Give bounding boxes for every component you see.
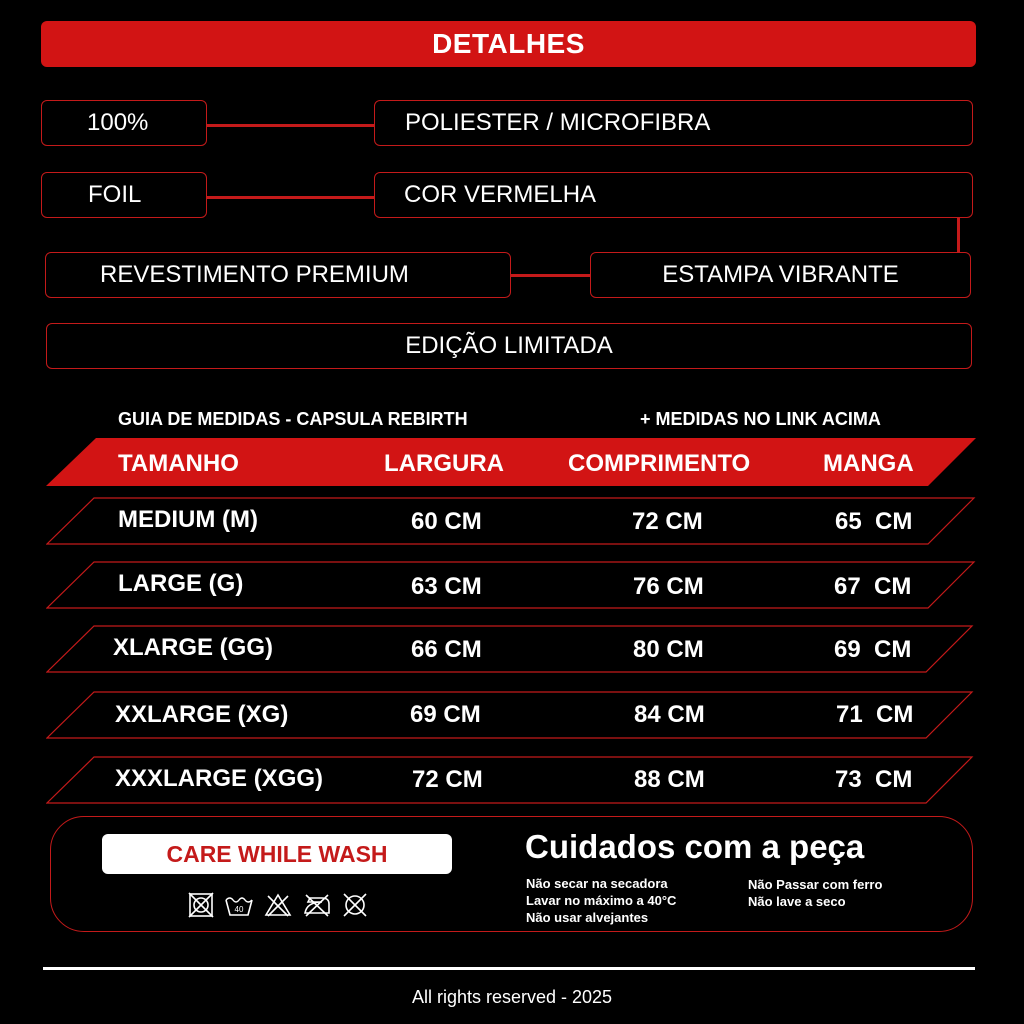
coating-label: REVESTIMENTO PREMIUM — [100, 261, 409, 288]
foil-box — [41, 172, 207, 218]
no-tumble-dry-icon — [188, 892, 214, 918]
sleeve-cell: 71 CM — [836, 701, 914, 728]
no-bleach-icon — [264, 892, 292, 918]
list-item: Não lave a seco — [748, 894, 846, 909]
length-cell: 80 CM — [633, 636, 704, 663]
size-cell: XXXLARGE (XGG) — [115, 765, 324, 792]
care-button-label: CARE WHILE WASH — [166, 840, 388, 867]
column-header-width: LARGURA — [384, 450, 504, 477]
column-header-size: TAMANHO — [118, 450, 239, 477]
care-list-left — [526, 875, 676, 926]
size-cell: XXLARGE (XG) — [115, 701, 289, 728]
material-box — [374, 100, 973, 146]
table-header — [46, 438, 976, 486]
percent-label: 100% — [87, 109, 149, 136]
no-dry-clean-icon — [342, 892, 368, 918]
size-cell: LARGE (G) — [118, 570, 244, 597]
connector-line — [207, 124, 375, 127]
sleeve-cell: 65 CM — [835, 508, 913, 535]
care-title: Cuidados com a peça — [525, 828, 865, 865]
edition-label: EDIÇÃO LIMITADA — [405, 332, 613, 359]
footer-divider — [43, 967, 975, 970]
table-row — [46, 561, 976, 609]
page-title: DETALHES — [432, 28, 585, 59]
material-label: POLIESTER / MICROFIBRA — [405, 109, 711, 136]
table-row — [46, 756, 976, 804]
link-note: + MEDIDAS NO LINK ACIMA — [640, 409, 881, 429]
connector-line-vertical — [957, 218, 960, 252]
care-list-right — [748, 876, 882, 910]
footer-copyright: All rights reserved - 2025 — [411, 987, 613, 1007]
length-cell: 88 CM — [634, 766, 705, 793]
length-cell: 84 CM — [634, 701, 705, 728]
connector-line — [511, 274, 591, 277]
color-label: COR VERMELHA — [404, 181, 597, 208]
size-cell: XLARGE (GG) — [113, 634, 273, 661]
size-cell: MEDIUM (M) — [118, 506, 258, 533]
table-row — [46, 497, 976, 545]
percent-box — [41, 100, 207, 146]
list-item: Lavar no máximo a 40°C — [526, 893, 677, 908]
header-title-bar — [41, 21, 976, 67]
color-box — [374, 172, 973, 218]
sleeve-cell: 69 CM — [834, 636, 912, 663]
length-cell: 72 CM — [632, 508, 703, 535]
size-guide-title: GUIA DE MEDIDAS - CAPSULA REBIRTH — [118, 409, 468, 429]
width-cell: 63 CM — [411, 573, 482, 600]
wash-40-icon — [224, 892, 254, 918]
print-label: ESTAMPA VIBRANTE — [662, 261, 899, 288]
width-cell: 66 CM — [411, 636, 482, 663]
wash-temp-text: 40 — [234, 905, 244, 914]
edition-box — [46, 323, 972, 369]
column-header-length: COMPRIMENTO — [568, 450, 751, 477]
list-item: Não secar na secadora — [526, 876, 668, 891]
width-cell: 69 CM — [410, 701, 481, 728]
column-header-sleeve: MANGA — [823, 450, 914, 477]
coating-box — [45, 252, 511, 298]
no-iron-icon — [302, 892, 332, 918]
width-cell: 60 CM — [411, 508, 482, 535]
list-item: Não usar alvejantes — [526, 910, 649, 925]
table-row — [46, 625, 976, 673]
care-icons — [188, 892, 368, 918]
length-cell: 76 CM — [633, 573, 704, 600]
table-row — [46, 691, 976, 739]
foil-label: FOIL — [88, 181, 142, 208]
print-box — [590, 252, 971, 298]
width-cell: 72 CM — [412, 766, 483, 793]
sleeve-cell: 73 CM — [835, 766, 913, 793]
sleeve-cell: 67 CM — [834, 573, 912, 600]
list-item: Não Passar com ferro — [748, 877, 883, 892]
care-while-wash-button[interactable] — [102, 834, 452, 874]
connector-line — [207, 196, 375, 199]
